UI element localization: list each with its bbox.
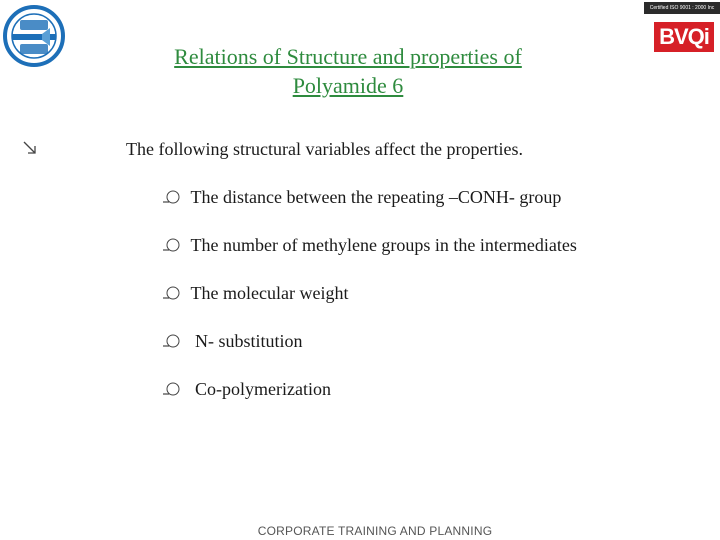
round-bullet-icon: [160, 381, 186, 397]
round-bullet-icon: [160, 333, 186, 349]
certification-text: Certified ISO 9001 : 2000 Inc: [644, 2, 720, 14]
round-bullet-icon: [160, 285, 186, 301]
list-item-label: N- substitution: [190, 331, 303, 351]
certification-logo: [644, 2, 720, 54]
list-item-label: The number of methylene groups in the intermediates: [190, 235, 577, 255]
round-bullet-icon: [160, 237, 186, 253]
slide-title-line-2: Polyamide 6: [292, 73, 404, 98]
intro-text: The following structural variables affect the properties.: [126, 139, 524, 159]
list-item-label: The molecular weight: [190, 283, 349, 303]
arrow-icon: [22, 140, 38, 156]
company-logo: [2, 4, 66, 68]
list-item: [160, 377, 331, 401]
round-bullet-icon: [160, 189, 186, 205]
slide-title-line-1: Relations of Structure and properties of: [174, 44, 522, 69]
list-item: [160, 185, 561, 209]
certification-brand: BVQi: [654, 22, 714, 52]
list-item: [160, 233, 577, 257]
list-item-label: The distance between the repeating –CONH- group: [190, 187, 562, 207]
slide-footer: CORPORATE TRAINING AND PLANNING: [257, 524, 493, 538]
slide-title: [140, 42, 556, 100]
list-item: [160, 329, 303, 353]
list-item-label: Co-polymerization: [190, 379, 331, 399]
list-item: [160, 281, 348, 305]
